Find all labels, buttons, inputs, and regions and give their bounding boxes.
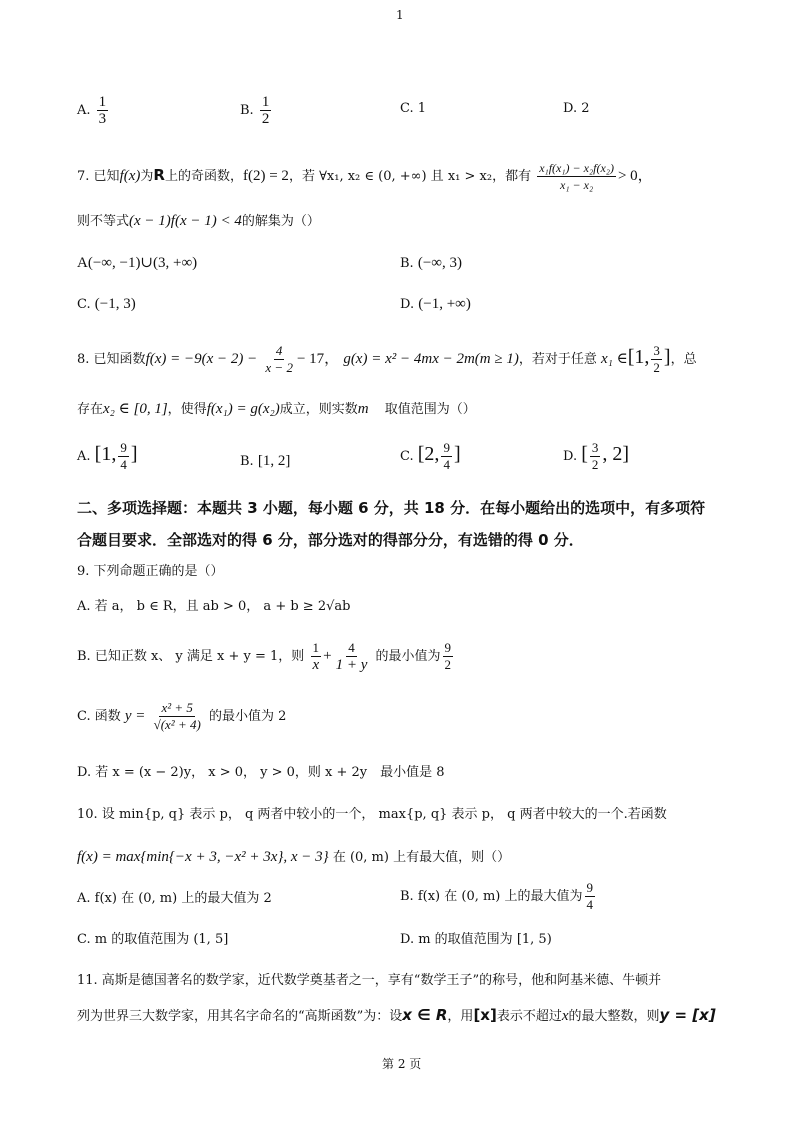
q10-stem-line2: f(x) = max{min{−x + 3, −x² + 3x}, x − 3} 在 (0, m) 上有最大值，则（） [77, 849, 511, 865]
fraction: $\frac{1}{2}$ [261, 94, 270, 127]
q9-option-c: C. 函数 y = $\frac{\text{x² + 5}}{\text{√(x² + 4)}}$ 的最小值为 2 [77, 700, 287, 732]
q6-option-a [77, 94, 110, 127]
q7-option-c: C. (−1, 3) [77, 296, 136, 312]
page-footer: 第 2 页 [382, 1057, 422, 1071]
fraction: $\frac{3}{2}$ [653, 343, 660, 375]
fraction: $\frac{1}{x}$ [312, 640, 320, 673]
q9-option-d: D. 若 x = (x − 2)y， x > 0， y > 0，则 x + 2y 最小值是 8 [77, 765, 445, 780]
q7-option-b: B. (−∞, 3) [400, 255, 462, 271]
q6-option-b [240, 94, 273, 127]
q10-option-d: D. m 的取值范围为 [1, 5) [400, 932, 552, 947]
fraction: $\frac{3}{2}$ [591, 440, 599, 472]
q10-stem-line1: 10. 设 min{p, q} 表示 p， q 两者中较小的一个， max{p, q} 表示 p， q 两者中较大的一个.若函数 [77, 807, 667, 822]
fraction: $\frac{9}{4}$ [120, 440, 127, 472]
section-heading-line2: 合题目要求．全部选对的得 6 分，部分选对的得部分分，有选错的得 0 分． [77, 531, 584, 549]
fraction: $\frac{1}{3}$ [98, 94, 107, 127]
fraction: $\frac{\text{x² + 5}}{\text{√(x² + 4)}}$ [153, 700, 201, 732]
q7-option-a: A(−∞, −1)∪(3, +∞) [77, 255, 198, 271]
q7-stem-line2: 则不等式(x − 1)f(x − 1) < 4的解集为（） [77, 213, 320, 229]
option-label: A. [77, 103, 91, 118]
q11-stem-line2: 列为世界三大数学家，用其名字命名的“高斯函数”为：设x ∈ R，用[x]表示不超过x的最大整数，则y = [x] [77, 1006, 716, 1024]
page-header-number: 1 [396, 8, 404, 22]
q6-option-c: C. 1 [400, 101, 427, 116]
option-label: B. [240, 103, 254, 118]
fraction: $\frac{\text{x₁f(x₁) − x₂f(x₂)}}{\text{x₁ − x₂}}$ [539, 161, 614, 192]
q8-option-c: C. [2, $\frac{9}{4}$ ] [400, 440, 461, 472]
fraction: $\frac{9}{2}$ [444, 640, 452, 672]
fraction: $\frac{4}{x - 2}$ [265, 343, 293, 375]
q8-stem-line2: 存在x₂ ∈ [0, 1]，使得f(x₁) = g(x₂)成立，则实数m 取值范围为（） [77, 401, 476, 417]
q7-stem-line1: 7. 已知f(x)为R上的奇函数，f(2) = 2，若 ∀x₁, x₂ ∈ (0, +∞) 且 x₁ > x₂，都有 $\frac{\text{x₁f(x₁) − x₂f(x₂)}}{\text{x₁ − x₂}}$ > 0， [77, 161, 653, 192]
section-heading-line1: 二、多项选择题：本题共 3 小题，每小题 6 分，共 18 分．在每小题给出的选项中，有多项符 [77, 499, 706, 517]
fraction: $\frac{4}{1 + y}$ [335, 640, 368, 673]
q8-option-a: A. [1, $\frac{9}{4}$ ] [77, 440, 138, 472]
q9-option-a: A. 若 a， b ∈ R，且 ab > 0， a + b ≥ 2√ab [77, 599, 351, 614]
q10-option-c: C. m 的取值范围为 (1, 5] [77, 932, 229, 947]
q9-stem: 9. 下列命题正确的是（） [77, 564, 224, 579]
q6-option-d: D. 2 [563, 101, 590, 116]
fraction: $\frac{9}{4}$ [586, 880, 594, 912]
q8-option-b: B. [1, 2] [240, 453, 291, 469]
q11-stem-line1: 11. 高斯是德国著名的数学家，近代数学奠基者之一，享有“数学王子”的称号，他和阿基米德、牛顿并 [77, 973, 662, 988]
q10-option-b: B. f(x) 在 (0, m) 上的最大值为 $\frac{9}{4}$ [400, 880, 594, 912]
q8-option-d: D. [ $\frac{3}{2}$ , 2] [563, 440, 630, 472]
fraction: $\frac{9}{4}$ [443, 440, 450, 472]
q10-option-a: A. f(x) 在 (0, m) 上的最大值为 2 [77, 891, 272, 906]
q8-stem-line1: 8. 已知函数f(x) = −9(x − 2) − $\frac{4}{x - 2}$ − 17， g(x) = x² − 4mx − 2m(m ≥ 1)，若对于任意 x₁ ∈[1, $\frac{3}{2}$ ]，总 [77, 343, 697, 375]
q7-option-d: D. (−1, +∞) [400, 296, 471, 312]
q9-option-b: B. 已知正数 x、 y 满足 x + y = 1，则 $\frac{1}{x}$ + $\frac{4}{1 + y}$ 的最小值为 $\frac{9}{2}$ [77, 640, 452, 673]
